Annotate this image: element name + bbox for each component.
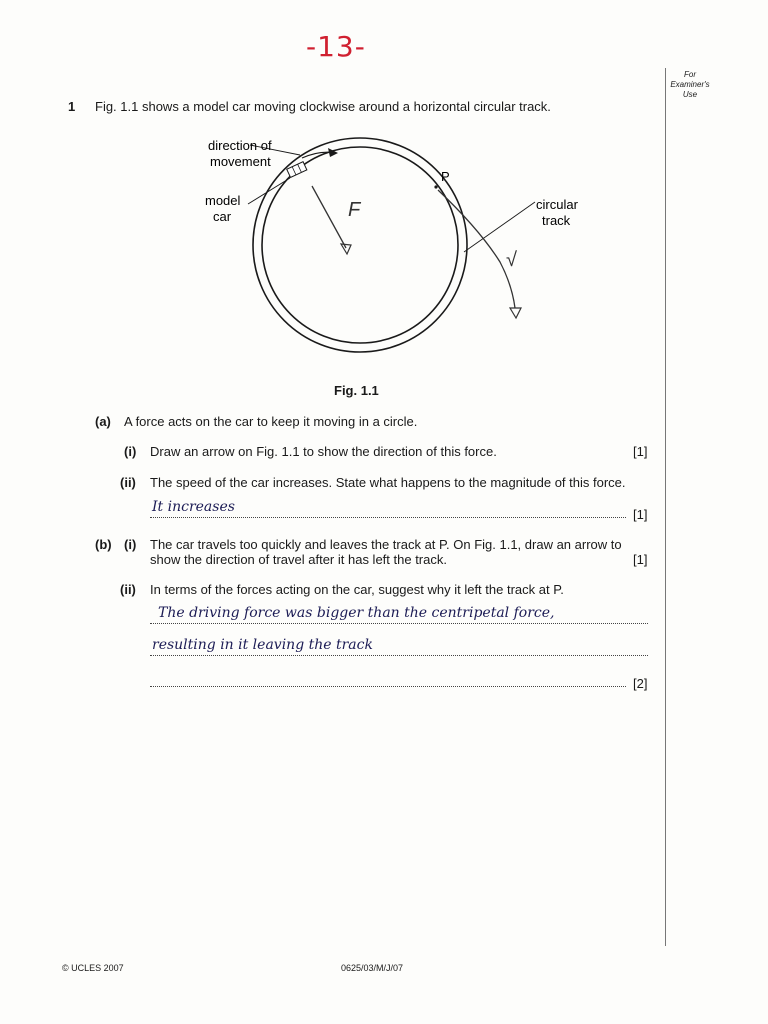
figure-1-1 [0, 0, 768, 400]
label-direction-line2: movement [210, 154, 271, 169]
part-a-label: (a) [95, 414, 111, 429]
part-b-i-text-line1: The car travels too quickly and leaves the track at P. On Fig. 1.1, draw an arrow to [150, 537, 622, 552]
page-number: -13- [306, 30, 366, 63]
part-b-ii-answer-line1: The driving force was bigger than the centripetal force, [158, 605, 555, 621]
label-track-line2: track [542, 213, 571, 228]
part-a-ii-answer: It increases [152, 499, 235, 515]
force-arrow-line [312, 186, 346, 248]
part-a-ii-text: The speed of the car increases. State what happens to the magnitude of this force. [150, 475, 626, 490]
part-a-ii-answer-line [150, 517, 626, 518]
part-b-ii-answer-line3-rule [150, 686, 626, 687]
leader-model-car [248, 178, 290, 204]
label-direction-line1: direction of [208, 138, 272, 153]
label-track-line1: circular [536, 197, 578, 212]
tangent-arrow-line [438, 190, 515, 308]
force-arrowhead [341, 244, 351, 254]
leader-track [464, 202, 535, 252]
part-b-ii-marks: [2] [633, 676, 648, 691]
label-model-line2: car [213, 209, 232, 224]
part-a-i-marks: [1] [633, 444, 648, 459]
part-a-i-label: (i) [124, 444, 137, 459]
part-a-ii-marks: [1] [633, 507, 648, 522]
figure-caption: Fig. 1.1 [334, 383, 379, 398]
footer-copyright: © UCLES 2007 [62, 963, 124, 973]
part-a-i-text: Draw an arrow on Fig. 1.1 to show the direction of this force. [150, 444, 497, 459]
part-b-label: (b) [95, 537, 112, 552]
tangent-arrowhead [510, 308, 521, 318]
examiner-use-label: For Examiner's Use [670, 70, 710, 99]
point-p-dot [434, 185, 437, 188]
annotation-force-f: F [348, 199, 361, 221]
footer-code: 0625/03/M/J/07 [341, 963, 404, 973]
part-b-ii-answer-line2: resulting in it leaving the track [152, 637, 373, 653]
part-b-i-marks: [1] [633, 552, 648, 567]
part-b-ii-answer-line2-rule [150, 655, 648, 656]
question-stem: Fig. 1.1 shows a model car moving clockwise around a horizontal circular track. [95, 99, 551, 114]
tick-mark: √ [506, 249, 517, 271]
label-point-p: P [441, 169, 450, 184]
question-number: 1 [68, 99, 76, 114]
part-b-i-text-line2: show the direction of travel after it has left the track. [150, 552, 447, 567]
part-b-i-label: (i) [124, 537, 137, 552]
part-a-ii-label: (ii) [120, 475, 136, 490]
part-b-ii-answer-line1-rule [150, 623, 648, 624]
label-model-line1: model [205, 193, 241, 208]
track-outer-circle [253, 138, 467, 352]
part-a-text: A force acts on the car to keep it moving in a circle. [124, 414, 418, 429]
part-b-ii-text: In terms of the forces acting on the car, suggest why it left the track at P. [150, 582, 564, 597]
part-b-ii-label: (ii) [120, 582, 136, 597]
